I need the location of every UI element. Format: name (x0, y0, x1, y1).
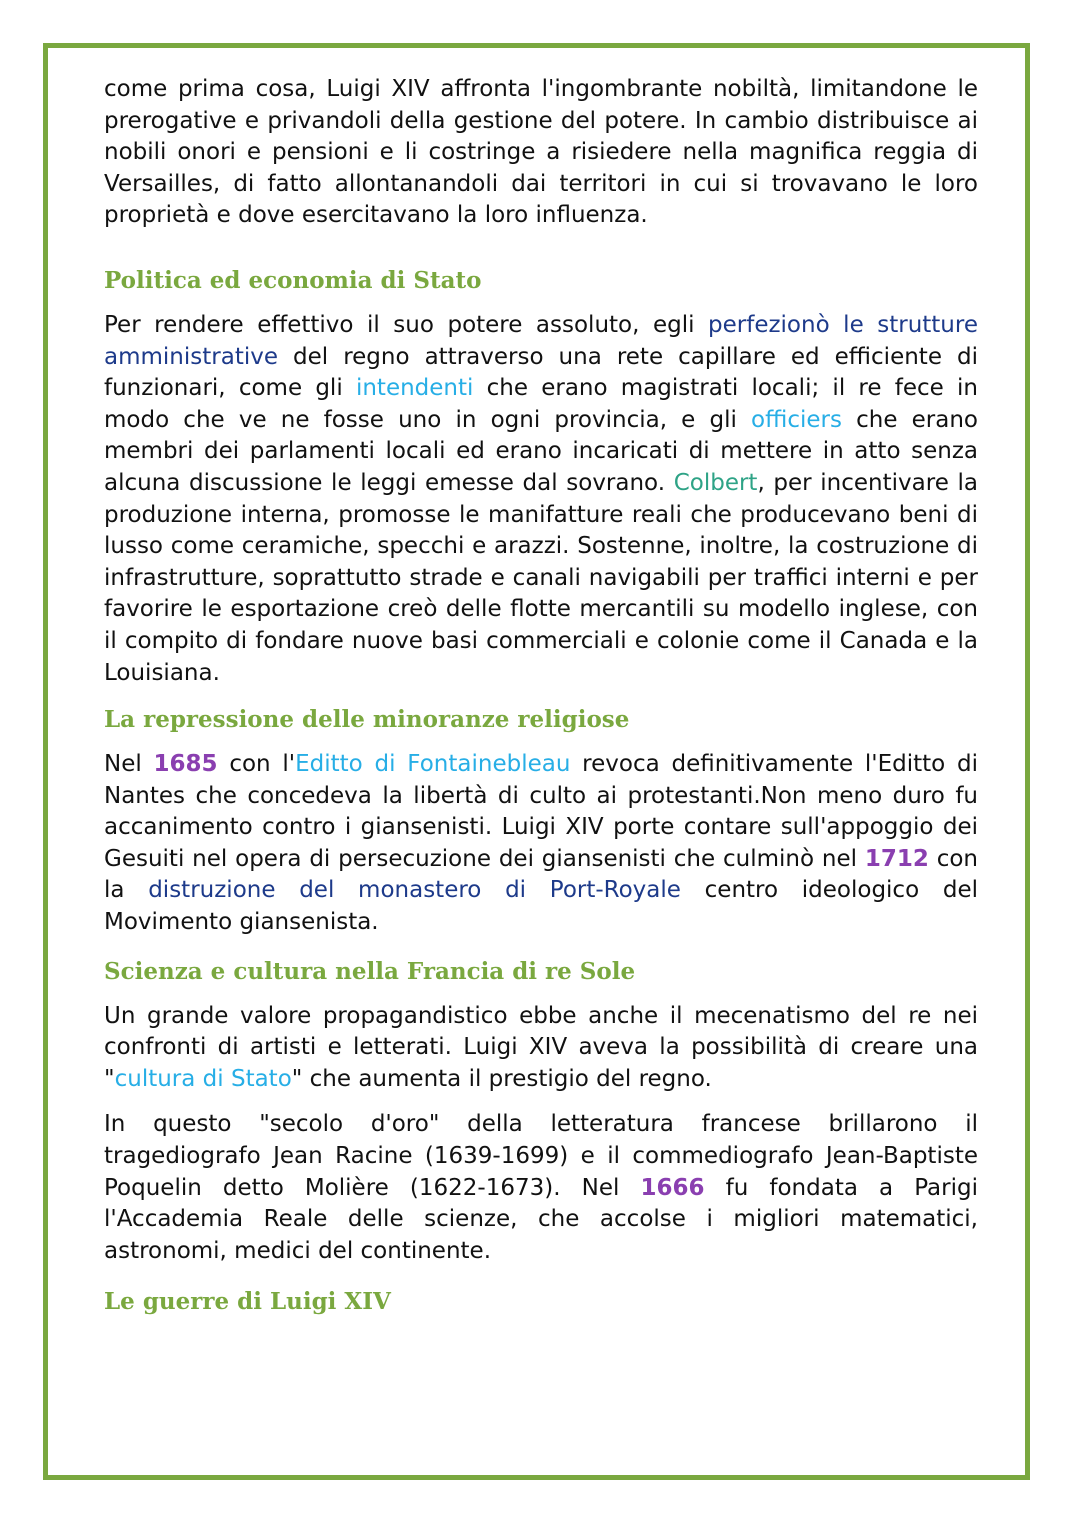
text-run: , per incentivare la produzione interna, promosse le manifatture reali che producevano beni di lusso come ceramiche, specchi e arazzi. Sostenne, inoltre, la costruzione di infrastrutture, soprattutto strade e canali navigabili per traffici interni e per favorire le esportazione creò delle flotte mercantili su modello inglese, con il compito di fondare nuove basi commerciali e colonie come il Canada e la Louisiana. (104, 469, 978, 686)
text-run: Un grande valore propagandistico ebbe anche il mecenatismo del re nei confronti di artisti e letterati. Luigi XIV aveva la possibilità di creare una " (104, 1002, 978, 1092)
paragraph-politica (104, 310, 978, 689)
highlight-strutture: perfezionò le strutture amministrative (104, 311, 978, 370)
text-run: centro ideologico del Movimento giansenista. (104, 877, 978, 936)
text-run: " che aumenta il prestigio del regno. (291, 1065, 712, 1092)
text-run: con la (104, 845, 978, 904)
highlight-editto-fontainebleau: Editto di Fontainebleau (295, 751, 571, 778)
text-run: In questo "secolo d'oro" della letteratura francese brillarono il tragediografo Jean Racine (1639-1699) e il commediografo Jean-Baptiste Poquelin detto Molière (1622-1673). Nel (104, 1111, 978, 1201)
paragraph-scienza-2 (104, 1109, 978, 1267)
heading-politica: Politica ed economia di Stato (104, 266, 482, 294)
text-run: del regno attraverso una rete capillare ed efficiente di funzionari, come gli (104, 343, 978, 402)
year-1685: 1685 (153, 751, 218, 778)
intro-paragraph: come prima cosa, Luigi XIV affronta l'ingombrante nobiltà, limitandone le prerogative e privandoli della gestione del potere. In cambio distribuisce ai nobili onori e pensioni e li costringe a risiedere nella magnifica reggia di Versailles, di fatto allontanandoli dai territori in cui si trovavano le loro proprietà e dove esercitavano la loro influenza. (104, 76, 978, 229)
paragraph-scienza-1 (104, 1001, 978, 1096)
text-run: che erano magistrati locali; il re fece in modo che ve ne fosse uno in ogni provincia, e gli (104, 375, 978, 433)
year-1712: 1712 (864, 845, 929, 872)
highlight-cultura-di-stato: cultura di Stato (114, 1065, 292, 1092)
highlight-colbert: Colbert (673, 469, 758, 496)
heading-scienza: Scienza e cultura nella Francia di re Sole (104, 957, 636, 985)
highlight-officiers: officiers (751, 406, 842, 433)
heading-guerre: Le guerre di Luigi XIV (104, 1288, 391, 1316)
text-run: revoca definitivamente l'Editto di Nantes che concedeva la libertà di culto ai protestanti.Non meno duro fu accanimento contro i giansenisti. Luigi XIV porte contare sull'appoggio dei Gesuiti nel opera di persecuzione dei giansenisti che culminò nel (104, 751, 978, 872)
text-run: con l' (217, 751, 296, 778)
text-run: Nel (104, 751, 154, 778)
highlight-intendenti: intendenti (355, 375, 474, 402)
text-run: fu fondata a Parigi l'Accademia Reale delle scienze, che accolse i migliori matematici, astronomi, medici del continente. (104, 1174, 978, 1264)
text-run: Per rendere effettivo il suo potere assoluto, egli (104, 311, 709, 338)
document-body (104, 74, 978, 1317)
text-run: che erano membri dei parlamenti locali ed erano incaricati di mettere in atto senza alcuna discussione le leggi emesse dal sovrano. (104, 406, 978, 496)
year-1666: 1666 (640, 1174, 705, 1201)
heading-repressione: La repressione delle minoranze religiose (104, 706, 630, 734)
highlight-port-royale: distruzione del monastero di Port-Royale (148, 877, 681, 904)
paragraph-repressione (104, 749, 978, 939)
